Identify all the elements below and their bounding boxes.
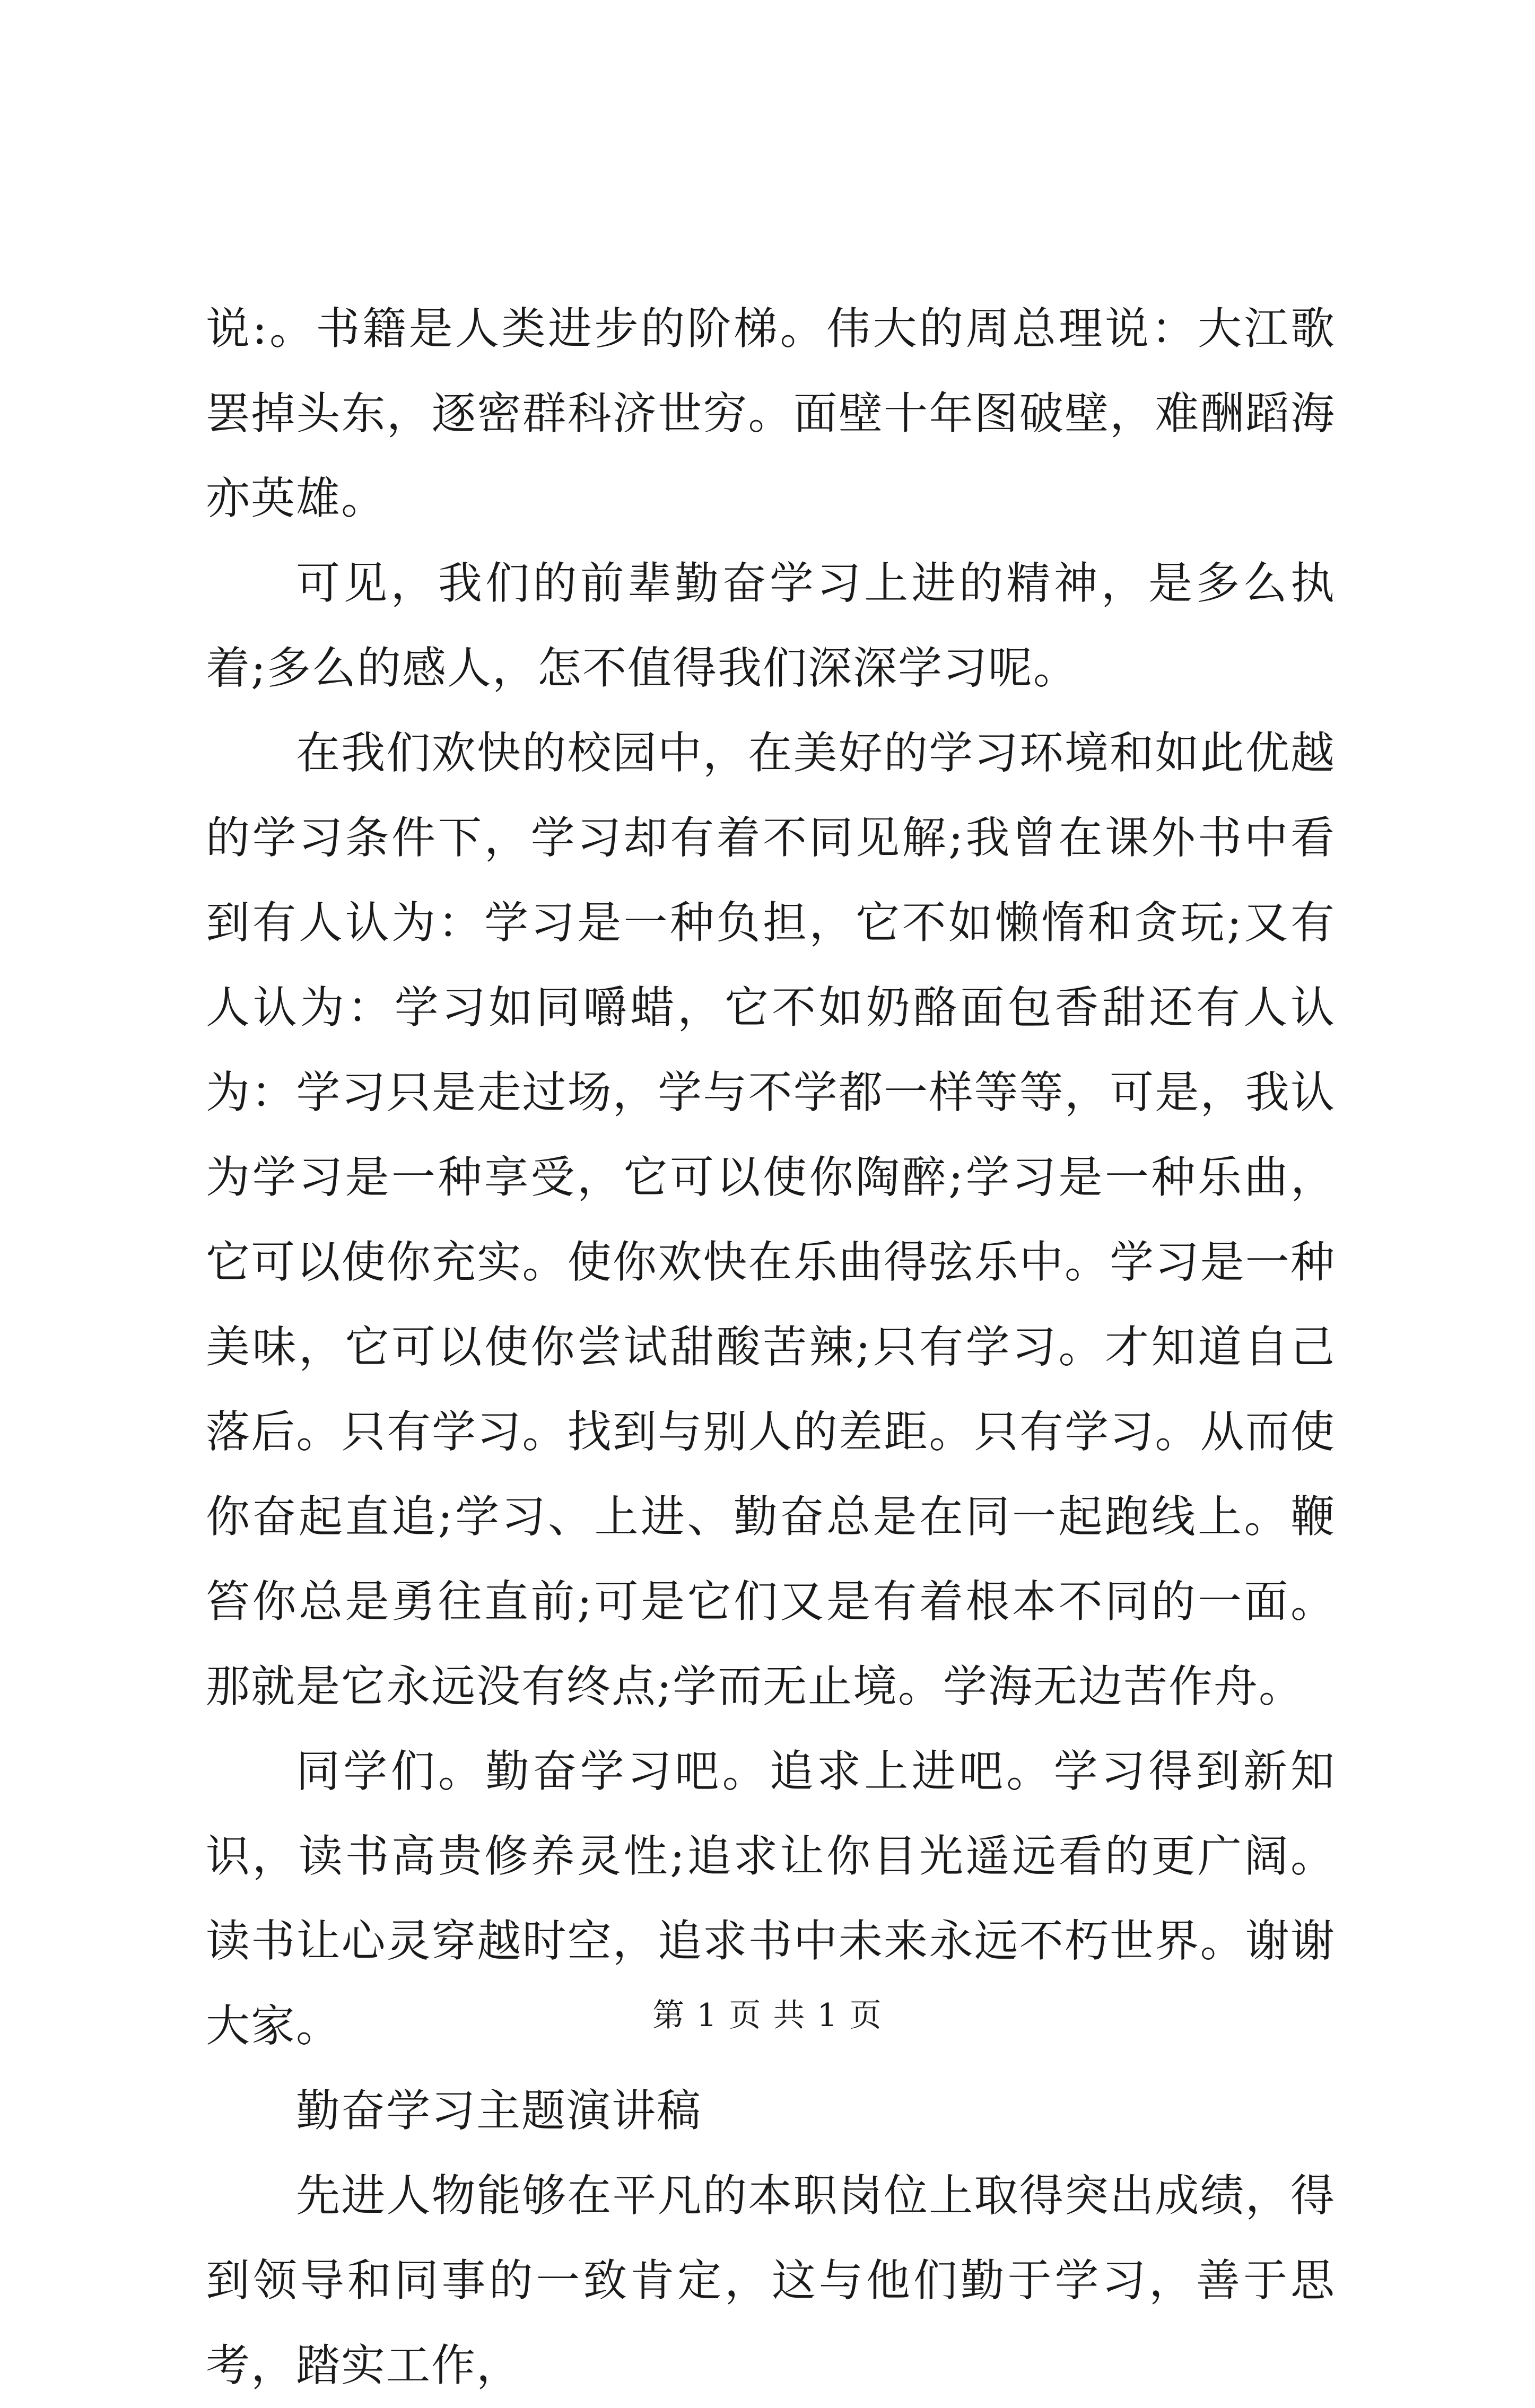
paragraph-2: 可见，我们的前辈勤奋学习上进的精神，是多么执着;多么的感人，怎不值得我们深深学习呢。 <box>206 557 1336 694</box>
section-title: 勤奋学习主题演讲稿 <box>296 2085 702 2136</box>
page-footer: 第 1 页 共 1 页 <box>652 1997 883 2034</box>
paragraph-4: 同学们。勤奋学习吧。追求上进吧。学习得到新知识，读书高贵修养灵性;追求让你目光遥远看的更广阔。读书让心灵穿越时空，追求书中未来永远不朽世界。谢谢大家。 <box>206 1746 1336 2052</box>
document-body <box>206 286 1336 2408</box>
paragraph-1: 说:。书籍是人类进步的阶梯。伟大的周总理说：大江歌罢掉头东，逐密群科济世穷。面壁十年图破壁，难酬蹈海亦英雄。 <box>206 303 1336 524</box>
paragraph-3: 在我们欢快的校园中，在美好的学习环境和如此优越的学习条件下，学习却有着不同见解;我曾在课外书中看到有人认为：学习是一种负担，它不如懒惰和贪玩;又有人认为：学习如同嚼蜡，它不如奶酪面包香甜还有人认为：学习只是走过场，学与不学都一样等等，可是，我认为学习是一种享受，它可以使你陶醉;学习是一种乐曲，它可以使你充实。使你欢快在乐曲得弦乐中。学习是一种美味，它可以使你尝试甜酸苦辣;只有学习。才知道自己落后。只有学习。找到与别人的差距。只有学习。从而使你奋起直追;学习、上进、勤奋总是在同一起跑线上。鞭笞你总是勇往直前;可是它们又是有着根本不同的一面。那就是它永远没有终点;学而无止境。学海无边苦作舟。 <box>206 727 1336 1712</box>
paragraph-5: 先进人物能够在平凡的本职岗位上取得突出成绩，得到领导和同事的一致肯定，这与他们勤于学习，善于思考，踏实工作， <box>206 2170 1336 2391</box>
